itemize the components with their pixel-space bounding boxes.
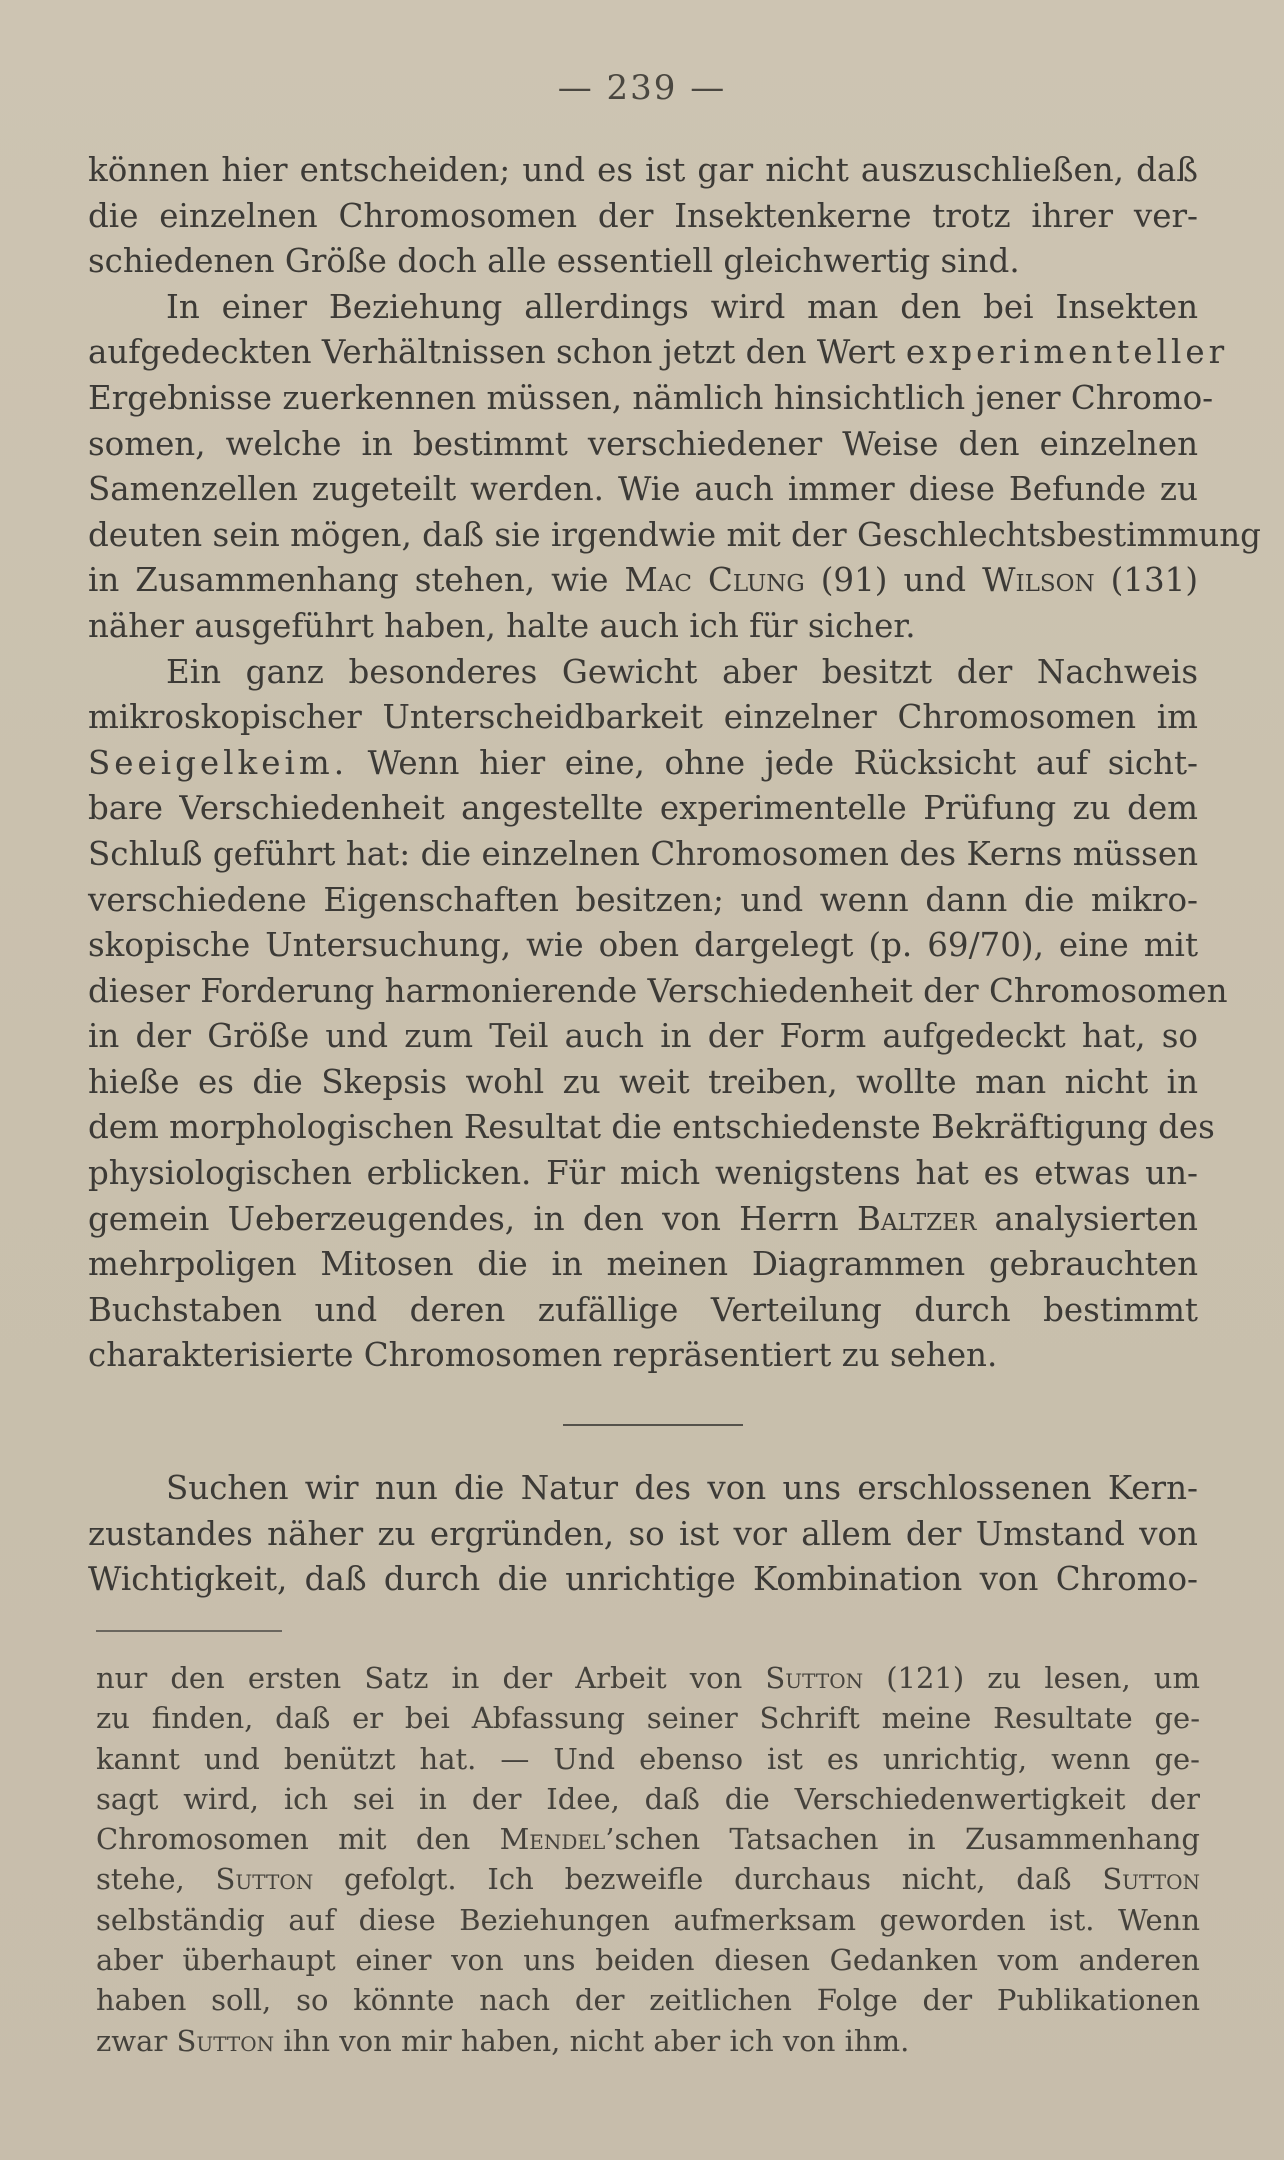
text-line: gemein Ueberzeugendes, in den von Herrn Baltzer analysierten	[88, 1199, 1198, 1238]
text-line: physiologischen erblicken. Für mich wenigstens hat es etwas un-	[88, 1154, 1198, 1193]
author-name: Sutton	[176, 2023, 275, 2058]
text-line: verschiedene Eigenschaften besitzen; und wenn dann die mikro-	[88, 880, 1198, 919]
text-line: bare Verschiedenheit angestellte experimentelle Prüfung zu dem	[88, 789, 1198, 828]
author-name: Sutton	[215, 1862, 314, 1897]
page-number: — 239 —	[557, 68, 727, 108]
text-line: somen, welche in bestimmt verschiedener Weise den einzelnen	[88, 424, 1198, 463]
text-line: Schluß geführt hat: die einzelnen Chromosomen des Kerns müssen	[88, 834, 1198, 873]
text-line: aufgedeckten Verhältnissen schon jetzt den Wert experimenteller	[88, 333, 1229, 372]
footnote-line: zwar Sutton ihn von mir haben, nicht aber ich von ihm.	[96, 2023, 910, 2058]
text-line: Wichtigkeit, daß durch die unrichtige Kombination von Chromo-	[88, 1560, 1198, 1599]
text-line: näher ausgeführt haben, halte auch ich für sicher.	[88, 606, 916, 645]
footnote-line: aber überhaupt einer von uns beiden diesen Gedanken vom anderen	[96, 1943, 1200, 1978]
text-line: hieße es die Skepsis wohl zu weit treiben, wollte man nicht in	[88, 1062, 1198, 1101]
text-line: in der Größe und zum Teil auch in der Form aufgedeckt hat, so	[88, 1017, 1198, 1056]
footnote-line: kannt und benützt hat. — Und ebenso ist es unrichtig, wenn ge-	[96, 1741, 1200, 1776]
spaced-emphasis: experimenteller	[905, 333, 1229, 372]
footnote	[96, 1658, 1200, 2061]
spaced-emphasis: Seeigelkeim.	[88, 743, 349, 782]
main-paragraphs	[88, 148, 1261, 1379]
text-line: In einer Beziehung allerdings wird man den bei Insekten	[166, 287, 1198, 326]
author-name: Baltzer	[856, 1199, 977, 1238]
text-line: Ein ganz besonderes Gewicht aber besitzt der Nachweis	[166, 652, 1198, 691]
text-line: mehrpoligen Mitosen die in meinen Diagrammen gebrauchten	[88, 1245, 1198, 1284]
text-line: Seeigelkeim. Wenn hier eine, ohne jede Rücksicht auf sicht-	[88, 743, 1198, 782]
author-name: Mendel	[499, 1822, 606, 1857]
footnote-line: zu finden, daß er bei Abfassung seiner Schrift meine Resultate ge-	[96, 1701, 1200, 1736]
text-line: Samenzellen zugeteilt werden. Wie auch immer diese Befunde zu	[88, 470, 1198, 509]
footnote-line: selbständig auf diese Beziehungen aufmerksam geworden ist. Wenn	[96, 1902, 1200, 1937]
text-line: dem morphologischen Resultat die entschiedenste Bekräftigung des	[88, 1108, 1215, 1147]
text-line: skopische Untersuchung, wie oben dargelegt (p. 69/70), eine mit	[88, 926, 1198, 965]
author-name: Wilson	[982, 561, 1095, 600]
text-line: schiedenen Größe doch alle essentiell gleichwertig sind.	[88, 242, 1020, 281]
footnote-line: stehe, Sutton gefolgt. Ich bezweifle durchaus nicht, daß Sutton	[96, 1862, 1200, 1897]
text-line: in Zusammenhang stehen, wie Mac Clung (91) und Wilson (131)	[88, 561, 1198, 600]
text-line: die einzelnen Chromosomen der Insektenkerne trotz ihrer ver-	[88, 196, 1198, 235]
text-line: dieser Forderung harmonierende Verschiedenheit der Chromosomen	[88, 971, 1228, 1010]
footnote-line: sagt wird, ich sei in der Idee, daß die Verschiedenwertigkeit der	[96, 1781, 1200, 1816]
text-line: können hier entscheiden; und es ist gar nicht auszuschließen, daß	[88, 151, 1198, 189]
text-line: Buchstaben und deren zufällige Verteilung durch bestimmt	[88, 1290, 1198, 1329]
footnote-line: haben soll, so könnte nach der zeitlichen Folge der Publikationen	[96, 1983, 1200, 2018]
second-paragraph	[88, 1466, 1198, 1603]
author-name: Sutton	[1102, 1862, 1200, 1897]
text-line: mikroskopischer Unterscheidbarkeit einzelner Chromosomen im	[88, 698, 1198, 737]
text-line: Ergebnisse zuerkennen müssen, nämlich hinsichtlich jener Chromo-	[88, 378, 1214, 417]
text-line: zustandes näher zu ergründen, so ist vor allem der Umstand von	[88, 1514, 1198, 1553]
footnote-divider	[96, 1630, 282, 1632]
footnote-line: nur den ersten Satz in der Arbeit von Sutton (121) zu lesen, um	[96, 1661, 1200, 1695]
footnote-line: Chromosomen mit den Mendel’schen Tatsachen in Zusammenhang	[96, 1822, 1200, 1857]
author-name: Mac Clung	[624, 561, 805, 600]
section-divider	[563, 1424, 743, 1426]
text-line: deuten sein mögen, daß sie irgendwie mit der Geschlechtsbestimmung	[88, 515, 1261, 554]
author-name: Sutton	[765, 1661, 864, 1695]
text-line: charakterisierte Chromosomen repräsentiert zu sehen.	[88, 1336, 998, 1375]
text-line: Suchen wir nun die Natur des von uns erschlossenen Kern-	[166, 1469, 1198, 1507]
